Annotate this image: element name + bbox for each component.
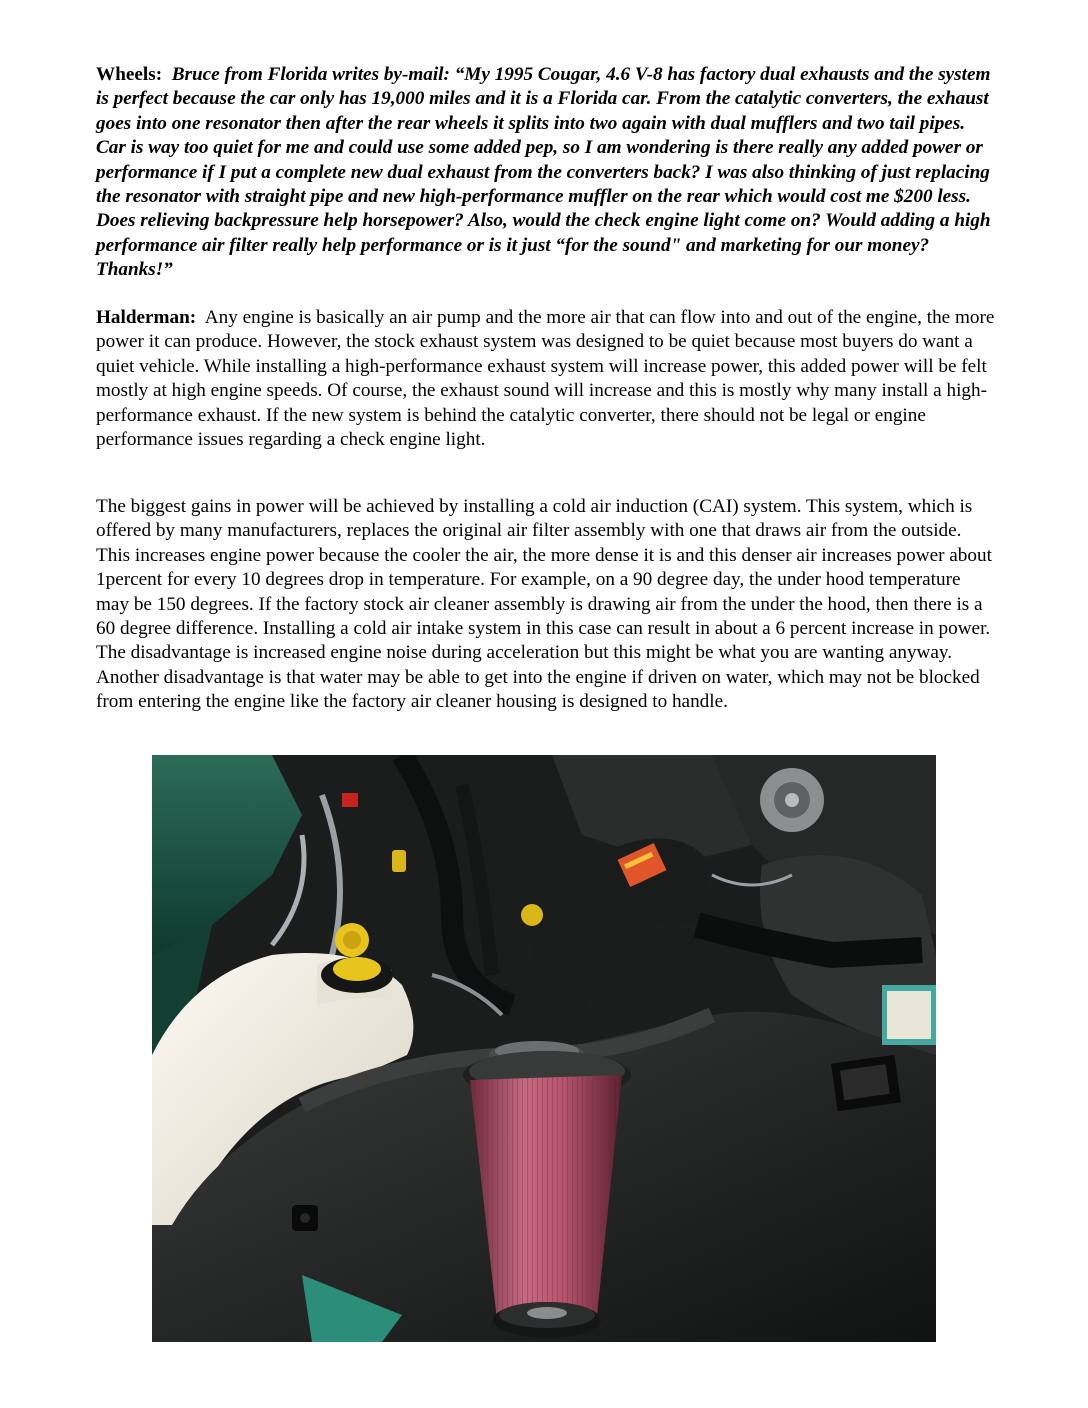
question-label: Wheels: bbox=[96, 64, 163, 85]
engine-bay-illustration bbox=[152, 755, 936, 1342]
answer-label: Halderman: bbox=[96, 307, 197, 328]
answer-paragraph-1 bbox=[96, 306, 996, 452]
question-text: Bruce from Florida writes by-mail: “My 1995 Cougar, 4.6 V-8 has factory dual exhausts and the system is perfect because the car only has 19,000 miles and it is a Florida car. From the catalytic converters, the exhaust goes into one resonator then after the rear wheels it splits into two again with dual mufflers and two tail pipes. Car is way too quiet for me and could use some added pep, so I am wondering is there really any added power or performance if I put a complete new dual exhaust from the converters back? I was also thinking of just replacing the resonator with straight pipe and new high-performance muffler on the rear which would cost me $200 less. Does relieving backpressure help horsepower? Also, would the check engine light come on? Would adding a high performance air filter really help performance or is it just “for the sound" and marketing for our money? Thanks!” bbox=[96, 64, 991, 281]
red-cap bbox=[342, 793, 358, 807]
reader-question bbox=[96, 63, 996, 283]
answer-text-1: Any engine is basically an air pump and the more air that can flow into and out of the engine, the more power it can produce. However, the stock exhaust system was designed to be quiet because most buyers do want a quiet vehicle. While installing a high-performance exhaust system will increase power, this added power will be felt mostly at high engine speeds. Of course, the exhaust sound will increase and this is mostly why many install a high-performance exhaust. If the new system is behind the catalytic converter, there should not be legal or engine performance issues regarding a check engine light. bbox=[96, 307, 995, 451]
answer-paragraph-2: The biggest gains in power will be achieved by installing a cold air induction (CAI) system. This system, which is offered by many manufacturers, replaces the original air filter assembly with one that draws air from the outside. This increases engine power because the cooler the air, the more dense it is and this denser air increases power about 1percent for every 10 degrees drop in temperature. For example, on a 90 degree day, the under hood temperature may be 150 degrees. If the factory stock air cleaner assembly is drawing air from the under the hood, then there is a 60 degree difference. Installing a cold air intake system in this case can result in about a 6 percent increase in power. The disadvantage is increased engine noise during acceleration but this might be what you are wanting anyway. Another disadvantage is that water may be able to get into the engine if driven on water, which may not be blocked from entering the engine like the factory air cleaner housing is designed to handle. bbox=[96, 496, 992, 713]
engine-bay-photo bbox=[152, 755, 936, 1342]
